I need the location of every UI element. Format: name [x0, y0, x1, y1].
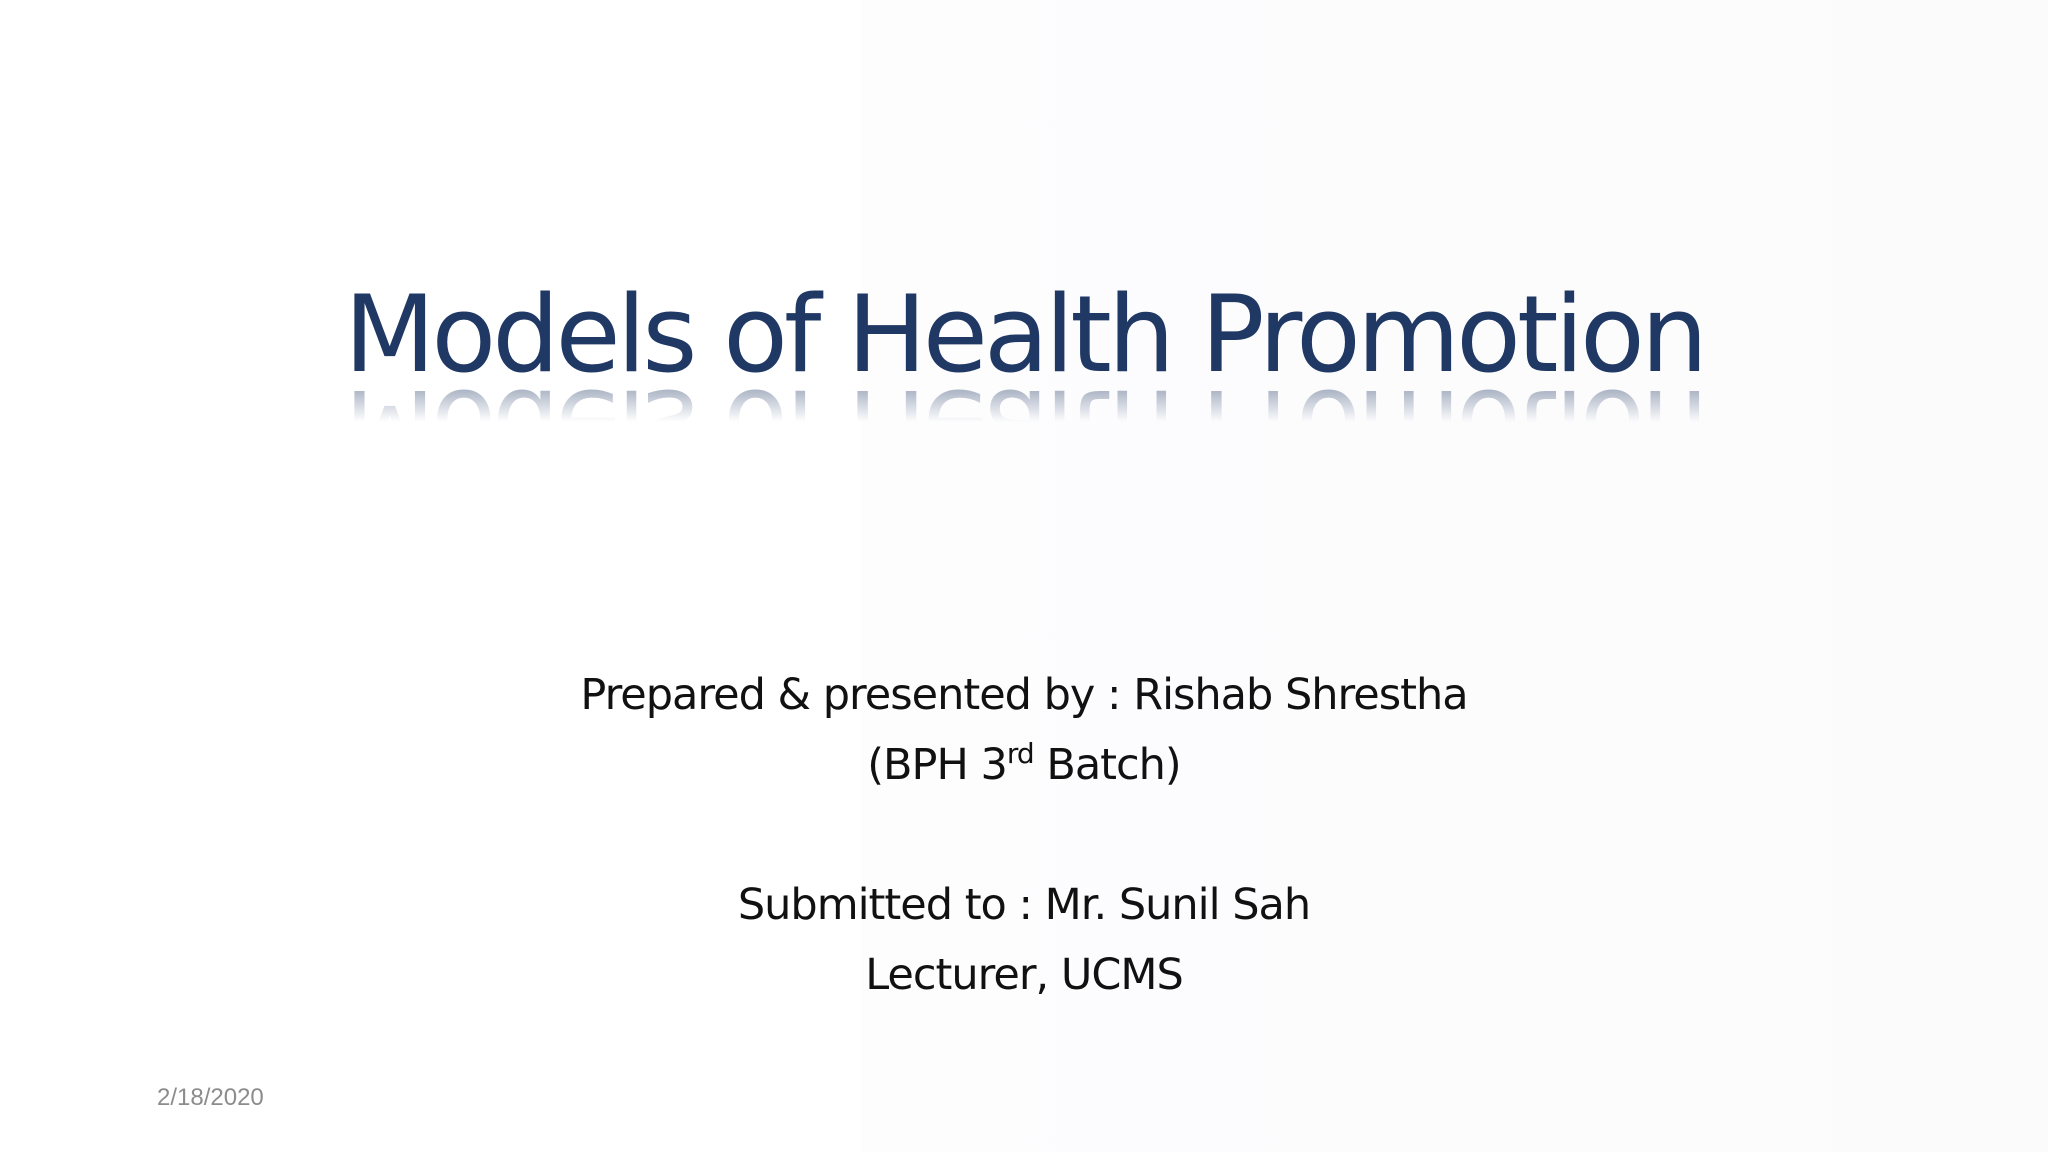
presenter-line: Prepared & presented by : Rishab Shrestha	[580, 670, 1468, 720]
batch-suffix: Batch)	[1033, 740, 1181, 790]
batch-line	[0, 730, 2048, 800]
batch-prefix: (BPH 3	[867, 740, 1007, 790]
submitted-line: Submitted to : Mr. Sunil Sah	[737, 880, 1311, 930]
slide-date: 2/18/2020	[157, 1084, 264, 1111]
line-spacer	[0, 800, 2048, 870]
title-container	[0, 273, 2048, 396]
batch-superscript: rd	[1006, 737, 1034, 770]
subtitle-block	[0, 660, 2048, 1010]
lecturer-line: Lecturer, UCMS	[865, 950, 1183, 1000]
slide-title: Models of Health Promotion	[343, 273, 1705, 396]
